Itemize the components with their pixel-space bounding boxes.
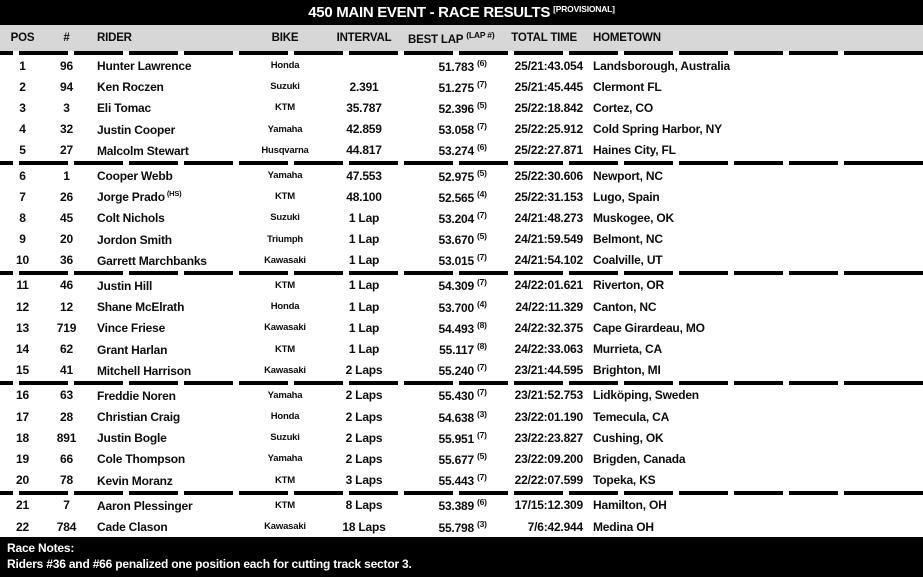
interval-cell: 1 Lap [348,232,380,247]
rider-name: Freddie Noren [97,388,176,403]
best-lap-number: (5) [477,99,487,110]
bike-cell: KTM [275,499,295,511]
bike-cell: Yamaha [267,170,303,182]
rider-number-cell: 32 [60,122,73,137]
rider-number-cell: 28 [60,409,73,424]
interval-cell: 1 Lap [348,299,380,314]
best-lap-time: 51.275 [438,80,474,95]
bike-cell: Kawasaki [264,254,306,266]
rider-number-cell: 784 [56,519,77,534]
header-best-lap-label: BEST LAP [408,33,464,46]
bike-cell: Kawasaki [264,322,306,334]
best-lap-cell [408,231,497,247]
total-time-cell: 23/21:44.595 [514,363,583,378]
results-body [0,55,923,537]
rider-number-cell: 41 [60,363,73,378]
rider-name: Cooper Webb [97,169,173,184]
total-time-cell: 25/22:27.871 [514,143,583,158]
best-lap-time: 53.015 [438,254,474,269]
best-lap-time: 53.670 [438,233,474,248]
best-lap-time: 51.783 [438,59,474,74]
rider-cell [88,388,250,403]
rider-cell [88,79,250,94]
best-lap-time: 54.493 [438,321,474,336]
bike-cell: Honda [270,411,300,423]
header-pos: POS [10,32,35,44]
pos-cell: 16 [16,388,29,403]
interval-cell: 3 Laps [345,473,383,488]
rider-cell [88,232,250,247]
hometown-cell: Riverton, OR [593,278,664,293]
total-time-cell: 17/15:12.309 [514,498,583,513]
bike-cell: Suzuki [270,432,300,444]
table-row [0,165,923,186]
bike-cell: KTM [275,102,295,114]
interval-cell: 1 Lap [348,210,380,225]
pos-cell: 11 [16,278,29,293]
best-lap-cell [408,299,497,315]
rider-cell [88,210,250,225]
race-notes [0,537,923,577]
best-lap-number: (7) [477,78,487,89]
table-row [0,406,923,427]
hometown-cell: Medina OH [593,519,654,534]
rider-number-cell: 78 [60,473,73,488]
total-time-cell: 24/22:11.329 [515,299,583,314]
best-lap-number: (3) [477,408,487,419]
rider-name: Shane McElrath [97,300,185,315]
total-time-cell: 25/22:25.912 [514,122,583,137]
bike-cell: Husqvarna [261,144,309,156]
interval-cell: 1 Lap [348,278,380,293]
rider-number-cell: 7 [63,498,70,513]
rider-number-cell: 1 [63,168,70,183]
pos-cell: 18 [16,430,29,445]
hometown-cell: Murrieta, CA [593,342,662,357]
hometown-cell: Clermont FL [593,79,662,94]
best-lap-number: (7) [477,387,487,398]
bike-cell: Kawasaki [264,521,306,533]
rider-number-cell: 46 [60,278,73,293]
best-lap-cell [408,252,497,268]
best-lap-time: 54.309 [438,279,474,294]
table-row [0,119,923,140]
rider-number-cell: 62 [60,342,73,357]
total-time-cell: 24/22:32.375 [514,320,583,335]
rider-name: Justin Cooper [97,122,176,137]
interval-cell: 2 Laps [345,363,383,378]
best-lap-cell [408,79,497,95]
interval-cell: 1 Lap [348,253,380,268]
hometown-cell: Brighton, MI [593,363,661,378]
best-lap-number: (5) [477,450,487,461]
table-row [0,97,923,118]
rider-number-cell: 45 [60,210,73,225]
header-hometown: HOMETOWN [593,32,661,44]
hometown-cell: Muskogee, OK [593,210,674,225]
table-row [0,229,923,250]
best-lap-cell [408,362,497,378]
table-row [0,338,923,359]
hometown-cell: Cushing, OK [593,430,664,445]
best-lap-time: 53.274 [438,144,474,159]
interval-cell: 1 Lap [348,342,380,357]
rider-number-cell: 719 [56,320,77,335]
total-time-cell: 24/21:59.549 [514,232,583,247]
rider-number-cell: 26 [60,189,73,204]
best-lap-time: 55.117 [439,343,474,358]
best-lap-cell [408,58,497,74]
rider-name: Jordon Smith [97,232,172,247]
header-bike: BIKE [271,32,299,44]
interval-cell: 1 Lap [348,320,380,335]
best-lap-time: 55.430 [438,389,474,404]
total-time-cell: 23/22:23.827 [514,430,583,445]
total-time-cell: 25/22:31.153 [514,189,583,204]
rider-number-cell: 94 [60,79,73,94]
rider-cell [88,430,250,445]
hometown-cell: Landsborough, Australia [593,58,730,73]
table-row [0,250,923,271]
rider-cell [88,451,250,466]
rider-name: Justin Hill [97,278,153,293]
best-lap-time: 55.443 [438,474,474,489]
hometown-cell: Cortez, CO [593,100,654,115]
page-title: 450 MAIN EVENT - RACE RESULTS [308,4,551,21]
interval-cell: 2 Laps [345,430,383,445]
best-lap-cell [408,519,497,535]
best-lap-number: (6) [477,142,487,153]
rider-cell [88,253,250,268]
rider-cell [88,278,250,293]
table-row [0,360,923,381]
best-lap-number: (7) [477,429,487,440]
best-lap-number: (7) [477,362,487,373]
best-lap-cell [408,142,497,158]
pos-cell: 5 [19,143,26,158]
hometown-cell: Topeka, KS [593,473,656,488]
interval-cell: 2 Laps [345,409,383,424]
bike-cell: Yamaha [267,389,303,401]
table-header [0,25,923,51]
best-lap-number: (7) [477,252,487,263]
table-row [0,448,923,469]
best-lap-number: (8) [477,319,487,330]
best-lap-number: (6) [477,57,487,68]
rider-name: Garrett Marchbanks [97,253,207,268]
best-lap-number: (7) [477,121,487,132]
rider-cell [88,320,250,335]
rider-number-cell: 3 [63,100,70,115]
interval-cell: 2.391 [349,79,379,94]
best-lap-cell [408,341,497,357]
pos-cell: 12 [16,299,29,314]
hometown-cell: Canton, NC [593,299,657,314]
rider-cell [88,168,250,183]
best-lap-time: 55.951 [438,431,474,446]
hometown-cell: Newport, NC [593,168,663,183]
best-lap-time: 53.389 [438,499,474,514]
rider-cell [88,342,250,357]
rider-cell [88,122,250,137]
rider-cell [88,409,250,424]
interval-cell: 2 Laps [345,451,383,466]
best-lap-number: (8) [477,341,487,352]
best-lap-cell [408,472,497,488]
bike-cell: Yamaha [267,453,303,465]
total-time-cell: 24/22:01.621 [514,278,583,293]
pos-cell: 20 [16,473,29,488]
bike-cell: Yamaha [267,123,303,135]
best-lap-time: 53.058 [438,123,474,138]
table-row [0,140,923,161]
rider-suffix: (HS) [166,189,182,199]
pos-cell: 6 [19,168,26,183]
total-time-cell: 25/22:30.606 [514,168,583,183]
pos-cell: 22 [16,519,29,534]
pos-cell: 2 [19,79,26,94]
rider-number-cell: 27 [60,143,73,158]
total-time-cell: 7/6:42.944 [527,519,583,534]
total-time-cell: 22/22:07.599 [514,473,583,488]
interval-cell: 44.817 [346,143,382,158]
interval-cell: 18 Laps [342,519,386,534]
rider-cell [88,363,250,378]
rider-name: Colt Nichols [97,211,165,226]
bike-cell: KTM [275,343,295,355]
best-lap-number: (6) [477,497,487,508]
best-lap-number: (3) [477,518,487,529]
table-row [0,470,923,491]
rider-name: Christian Craig [97,410,181,425]
rider-cell [88,498,250,513]
table-row [0,385,923,406]
header-best-lap [408,30,497,46]
table-row [0,275,923,296]
interval-cell: 2 Laps [345,388,383,403]
pos-cell: 17 [16,409,29,424]
rider-number-cell: 891 [56,430,77,445]
best-lap-time: 53.204 [438,211,474,226]
bike-cell: Suzuki [270,212,300,224]
bike-cell: KTM [275,279,295,291]
best-lap-time: 52.396 [438,101,474,116]
rider-cell [88,299,250,314]
rider-name: Mitchell Harrison [97,363,191,378]
race-notes-text: Riders #36 and #66 penalized one position each for cutting track sector 3. [7,556,412,571]
best-lap-cell [408,168,497,184]
header-lap-number-label: (LAP #) [466,30,495,41]
pos-cell: 14 [16,342,29,357]
rider-number-cell: 12 [60,299,73,314]
rider-name: Cade Clason [97,520,168,535]
table-row [0,317,923,338]
rider-number-cell: 20 [60,232,73,247]
pos-cell: 9 [19,232,26,247]
best-lap-cell [408,451,497,467]
best-lap-number: (7) [477,277,487,288]
table-row [0,76,923,97]
total-time-cell: 24/21:48.273 [514,210,583,225]
bike-cell: Triumph [266,233,304,245]
best-lap-cell [408,387,497,403]
interval-cell: 48.100 [346,189,382,204]
rider-number-cell: 63 [60,388,73,403]
pos-cell: 15 [16,363,29,378]
bike-cell: Suzuki [270,81,300,93]
pos-cell: 7 [19,189,26,204]
rider-cell [88,58,250,73]
hometown-cell: Coalville, UT [593,253,663,268]
pos-cell: 19 [16,451,29,466]
hometown-cell: Haines City, FL [593,143,676,158]
best-lap-cell [408,210,497,226]
hometown-cell: Hamilton, OH [593,498,667,513]
rider-cell [88,519,250,534]
header-total-time: TOTAL TIME [511,32,577,44]
rider-cell [88,189,250,204]
best-lap-cell [408,497,497,513]
title-bar [0,0,923,25]
header-rider: RIDER [97,32,132,44]
best-lap-time: 54.638 [438,410,474,425]
pos-cell: 1 [19,58,26,73]
rider-cell [88,473,250,488]
table-row [0,296,923,317]
table-row [0,427,923,448]
pos-cell: 21 [16,498,29,513]
table-row [0,186,923,207]
total-time-cell: 24/22:33.063 [514,342,583,357]
hometown-cell: Cold Spring Harbor, NY [593,122,722,137]
best-lap-number: (5) [477,167,487,178]
bike-cell: Kawasaki [264,364,306,376]
rider-name: Cole Thompson [97,452,186,467]
rider-name: Hunter Lawrence [97,59,192,74]
interval-cell: 47.553 [346,168,382,183]
rider-name: Aaron Plessinger [97,498,193,513]
best-lap-cell [408,430,497,446]
rider-name: Vince Friese [97,321,166,336]
total-time-cell: 23/22:09.200 [514,451,583,466]
rider-name: Kevin Moranz [97,473,173,488]
hometown-cell: Lugo, Spain [593,189,660,204]
best-lap-time: 55.798 [438,520,474,535]
total-time-cell: 25/22:18.842 [514,100,583,115]
rider-name: Ken Roczen [97,80,164,95]
best-lap-cell [408,100,497,116]
best-lap-cell [408,277,497,293]
table-row [0,207,923,228]
bike-cell: KTM [275,191,295,203]
table-row [0,495,923,516]
rider-cell [88,143,250,158]
hometown-cell: Brigden, Canada [593,451,686,466]
best-lap-time: 53.700 [438,300,474,315]
best-lap-time: 52.975 [438,169,474,184]
interval-cell: 35.787 [346,100,382,115]
pos-cell: 3 [19,100,26,115]
hometown-cell: Cape Girardeau, MO [593,320,705,335]
hometown-cell: Lidköping, Sweden [593,388,699,403]
table-row [0,516,923,537]
rider-cell [88,100,250,115]
best-lap-cell [408,320,497,336]
pos-cell: 8 [19,210,26,225]
rider-name: Jorge Prado [97,190,165,205]
hometown-cell: Temecula, CA [593,409,670,424]
interval-cell: 42.859 [346,122,382,137]
rider-number-cell: 96 [60,58,73,73]
best-lap-number: (7) [477,472,487,483]
total-time-cell: 23/22:01.190 [514,409,583,424]
rider-name: Malcolm Stewart [97,143,189,158]
best-lap-time: 55.240 [438,364,474,379]
bike-cell: Honda [270,60,300,72]
rider-number-cell: 66 [60,451,73,466]
table-row [0,55,923,76]
best-lap-number: (7) [477,209,487,220]
header-number: # [63,32,70,44]
total-time-cell: 25/21:45.445 [514,79,583,94]
hometown-cell: Belmont, NC [593,232,663,247]
total-time-cell: 24/21:54.102 [514,253,583,268]
total-time-cell: 23/21:52.753 [514,388,583,403]
pos-cell: 13 [16,320,29,335]
rider-number-cell: 36 [60,253,73,268]
bike-cell: Honda [270,301,300,313]
best-lap-time: 52.565 [438,190,474,205]
best-lap-number: (5) [477,231,487,242]
total-time-cell: 25/21:43.054 [514,58,583,73]
rider-name: Eli Tomac [97,101,151,116]
rider-name: Justin Bogle [97,431,167,446]
rider-name: Grant Harlan [97,342,168,357]
pos-cell: 10 [16,253,29,268]
header-interval: INTERVAL [336,32,392,44]
pos-cell: 4 [19,122,26,137]
best-lap-time: 55.677 [438,452,474,467]
best-lap-cell [408,189,497,205]
interval-cell: 8 Laps [345,498,383,513]
best-lap-number: (4) [477,298,487,309]
bike-cell: KTM [275,474,295,486]
best-lap-cell [408,409,497,425]
race-notes-label: Race Notes: [7,541,75,556]
best-lap-number: (4) [477,188,487,199]
best-lap-cell [408,121,497,137]
provisional-tag: [PROVISIONAL] [553,3,615,14]
